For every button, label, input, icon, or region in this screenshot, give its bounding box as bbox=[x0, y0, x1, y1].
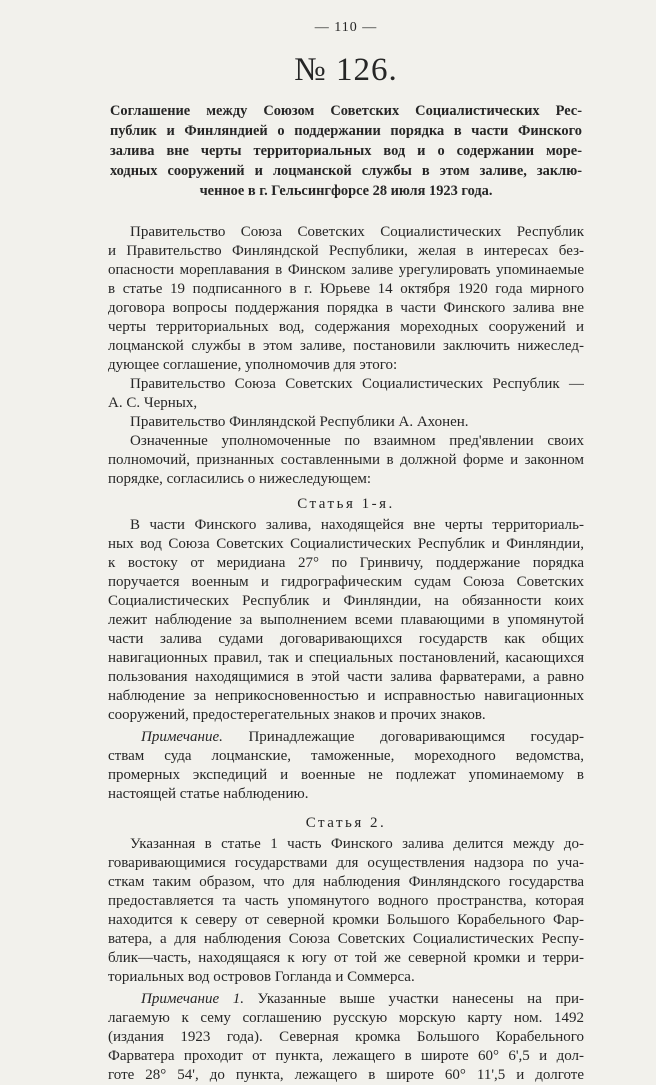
text-line: Указанная в статье 1 часть Финского залива делится между до- bbox=[130, 836, 584, 852]
article-1-heading: Статья 1-я. bbox=[297, 496, 395, 512]
text-line: Правительство Союза Советских Социалистических Республик — bbox=[130, 376, 584, 392]
note-first-line bbox=[108, 728, 584, 747]
text-line: части залива судами договаривающихся государств как общих bbox=[108, 631, 584, 647]
text-line: В части Финского залива, находящейся вне черты территориаль- bbox=[130, 517, 584, 533]
text-line: наблюдение за неприкосновенностью и исправностью навигационных bbox=[108, 688, 584, 704]
article-1-text bbox=[108, 516, 584, 725]
text-line: черты территориальных вод, содержания мореходных сооружений и bbox=[108, 319, 584, 335]
text-line: сооружений, предостерегательных знаков и прочих знаков. bbox=[108, 707, 486, 723]
page-number: — 110 — bbox=[314, 20, 378, 35]
text-line: ных вод Союза Советских Социалистических Республик и Финляндии, bbox=[108, 536, 584, 552]
article-1-note bbox=[108, 728, 584, 804]
text-line: лежит наблюдение за выполнением всеми плавающими в упомянутой bbox=[108, 612, 584, 628]
text-line: Означенные уполномоченные по взаимном пред'явлении своих bbox=[130, 433, 584, 449]
note-text: Принадлежащие договаривающимся государ- bbox=[248, 729, 584, 745]
plenipotentiary-ussr bbox=[108, 375, 584, 413]
text-line: настоящей статье наблюдению. bbox=[108, 786, 309, 802]
preamble bbox=[108, 223, 584, 375]
text-line: в статье 19 подписанного в г. Юрьеве 14 октября 1920 года мирного bbox=[108, 281, 584, 297]
article-2-note bbox=[108, 990, 584, 1085]
document-body bbox=[108, 223, 584, 1085]
title-line: залива вне черты территориальных вод и о содержании море- bbox=[110, 143, 582, 159]
title-line: ходных сооружений и лоцманской службы в этом заливе, заклю- bbox=[110, 163, 582, 179]
text-line: и Правительство Финляндской Республики, желая в интересах без- bbox=[108, 243, 584, 259]
document-title bbox=[108, 101, 584, 201]
text-line: Социалистических Республик и Финляндии, на обязанности коих bbox=[108, 593, 584, 609]
text-line: порядке, согласились о нижеследующем: bbox=[108, 471, 372, 487]
credentials-paragraph bbox=[108, 432, 584, 489]
note-label: Примечание. bbox=[141, 729, 223, 745]
text-line: промерных экспедиций и военные не подлежат упоминаемому в bbox=[108, 767, 584, 783]
text-line: А. С. Черных, bbox=[108, 395, 198, 411]
text-line: говаривающимися государствами для осуществления надзора по уча- bbox=[108, 855, 584, 871]
text-line: ствам суда лоцманские, таможенные, мореходного ведомства, bbox=[108, 748, 584, 764]
text-line: пользования находящимися в этой части залива фарватерами, а равно bbox=[108, 669, 584, 685]
text-line: полномочий, признанных составленными в должной форме и законном bbox=[108, 452, 584, 468]
text-line: находится к северу от северной кромки Большого Корабельного Фар- bbox=[108, 912, 584, 928]
title-line: публик и Финляндией о поддержании порядка в части Финского bbox=[110, 123, 582, 139]
title-line: ченное в г. Гельсингфорсе 28 июля 1923 года. bbox=[199, 183, 493, 199]
text-line: поручается военным и гидрографическим судам Союза Советских bbox=[108, 574, 584, 590]
text-line: лоцманской службы в этом заливе, постановили заключить нижеслед- bbox=[108, 338, 584, 354]
text-line: опасности мореплавания в Финском заливе урегулировать упоминаемые bbox=[108, 262, 584, 278]
text-line: (издания 1923 года). Северная кромка Большого Корабельного bbox=[108, 1029, 584, 1045]
note-first-line bbox=[108, 990, 584, 1009]
text-line: к востоку от меридиана 27° по Гринвичу, поддержание порядка bbox=[108, 555, 584, 571]
text-line: предоставляется та часть упомянутого водного пространства, которая bbox=[108, 893, 584, 909]
text-line: лагаемую к сему соглашению русскую морскую карту ном. 1492 bbox=[108, 1010, 584, 1026]
text-line: сткам таким образом, что для наблюдения Финляндского государства bbox=[108, 874, 584, 890]
text-line: договора вопросы поддержания порядка в части Финского залива вне bbox=[108, 300, 584, 316]
text-line: дующее соглашение, уполномочив для этого: bbox=[108, 357, 398, 373]
text-line: навигационных правил, так и специальных постановлений, касающихся bbox=[108, 650, 584, 666]
note-label: Примечание 1. bbox=[141, 991, 244, 1007]
text-line: Правительство Финляндской Республики А. Ахонен. bbox=[130, 414, 469, 430]
note-text: Указанные выше участки нанесены на при- bbox=[257, 991, 584, 1007]
article-2-heading: Статья 2. bbox=[305, 815, 387, 831]
text-line: Фарватера проходит от пункта, лежащего в широте 60° 6',5 и дол- bbox=[108, 1048, 584, 1064]
text-line: готе 28° 54', до пункта, лежащего в широте 60° 11',5 и долготе bbox=[108, 1067, 584, 1083]
text-line: ватера, а для наблюдения Союза Советских Социалистических Респу- bbox=[108, 931, 584, 947]
text-line: Правительство Союза Советских Социалистических Республик bbox=[130, 224, 584, 240]
text-line: ториальных вод островов Гогланда и Соммерса. bbox=[108, 969, 415, 985]
article-2-text bbox=[108, 835, 584, 987]
plenipotentiary-finland bbox=[108, 413, 584, 432]
text-line: блик—часть, находящаяся к югу от той же северной кромки и терри- bbox=[108, 950, 584, 966]
document-number: № 126. bbox=[294, 52, 398, 88]
title-line: Соглашение между Союзом Советских Социалистических Рес- bbox=[110, 103, 582, 119]
